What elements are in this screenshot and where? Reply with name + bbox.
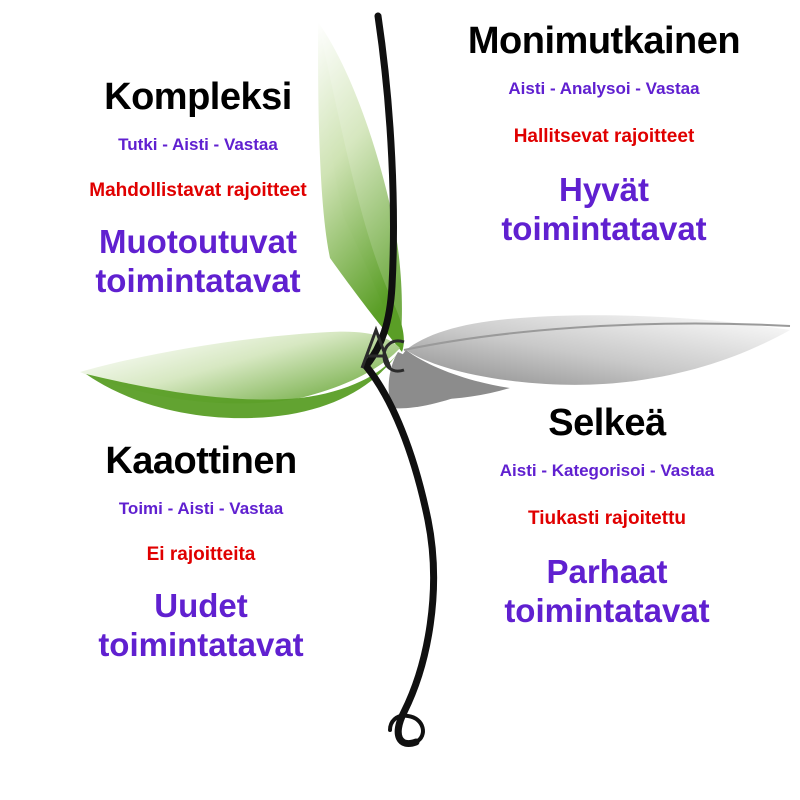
- quadrant-chaotic-sequence: Toimi - Aisti - Vastaa: [118, 498, 284, 518]
- quadrant-complex-title: Kompleksi: [104, 76, 292, 118]
- quadrant-clear: [432, 404, 782, 631]
- quadrant-complicated: [418, 22, 790, 249]
- quadrant-complicated-title: Monimutkainen: [467, 20, 741, 62]
- quadrant-complex: [28, 78, 368, 301]
- quadrant-clear-practice-line1: Parhaat: [546, 553, 668, 591]
- quadrant-chaotic-constraint: Ei rajoitteita: [146, 543, 256, 565]
- quadrant-complicated-practice: [418, 171, 790, 249]
- quadrant-complex-practice-line1: Muotoutuvat: [99, 223, 297, 261]
- quadrant-complex-practice: [28, 223, 368, 301]
- quadrant-chaotic: [30, 442, 372, 665]
- quadrant-complicated-constraint: Hallitsevat rajoitteet: [513, 125, 695, 147]
- quadrant-clear-practice: [432, 553, 782, 631]
- quadrant-chaotic-practice-line2: toimintatavat: [98, 626, 304, 664]
- quadrant-chaotic-practice-line1: Uudet: [154, 587, 248, 625]
- quadrant-complicated-practice-line2: toimintatavat: [501, 210, 707, 248]
- quadrant-clear-practice-line2: toimintatavat: [504, 592, 710, 630]
- quadrant-complex-sequence: Tutki - Aisti - Vastaa: [118, 134, 278, 154]
- quadrant-chaotic-practice: [30, 587, 372, 665]
- quadrant-clear-constraint: Tiukasti rajoitettu: [527, 507, 686, 529]
- quadrant-clear-title: Selkeä: [548, 402, 666, 444]
- quadrant-complex-practice-line2: toimintatavat: [95, 262, 301, 300]
- quadrant-complicated-sequence: Aisti - Analysoi - Vastaa: [508, 78, 700, 98]
- spine-lower-stroke: [366, 366, 434, 744]
- quadrant-clear-sequence: Aisti - Kategorisoi - Vastaa: [499, 460, 715, 480]
- quadrant-complicated-practice-line1: Hyvät: [559, 171, 649, 209]
- quadrant-complex-constraint: Mahdollistavat rajoitteet: [89, 179, 307, 201]
- quadrant-chaotic-title: Kaaottinen: [105, 440, 297, 482]
